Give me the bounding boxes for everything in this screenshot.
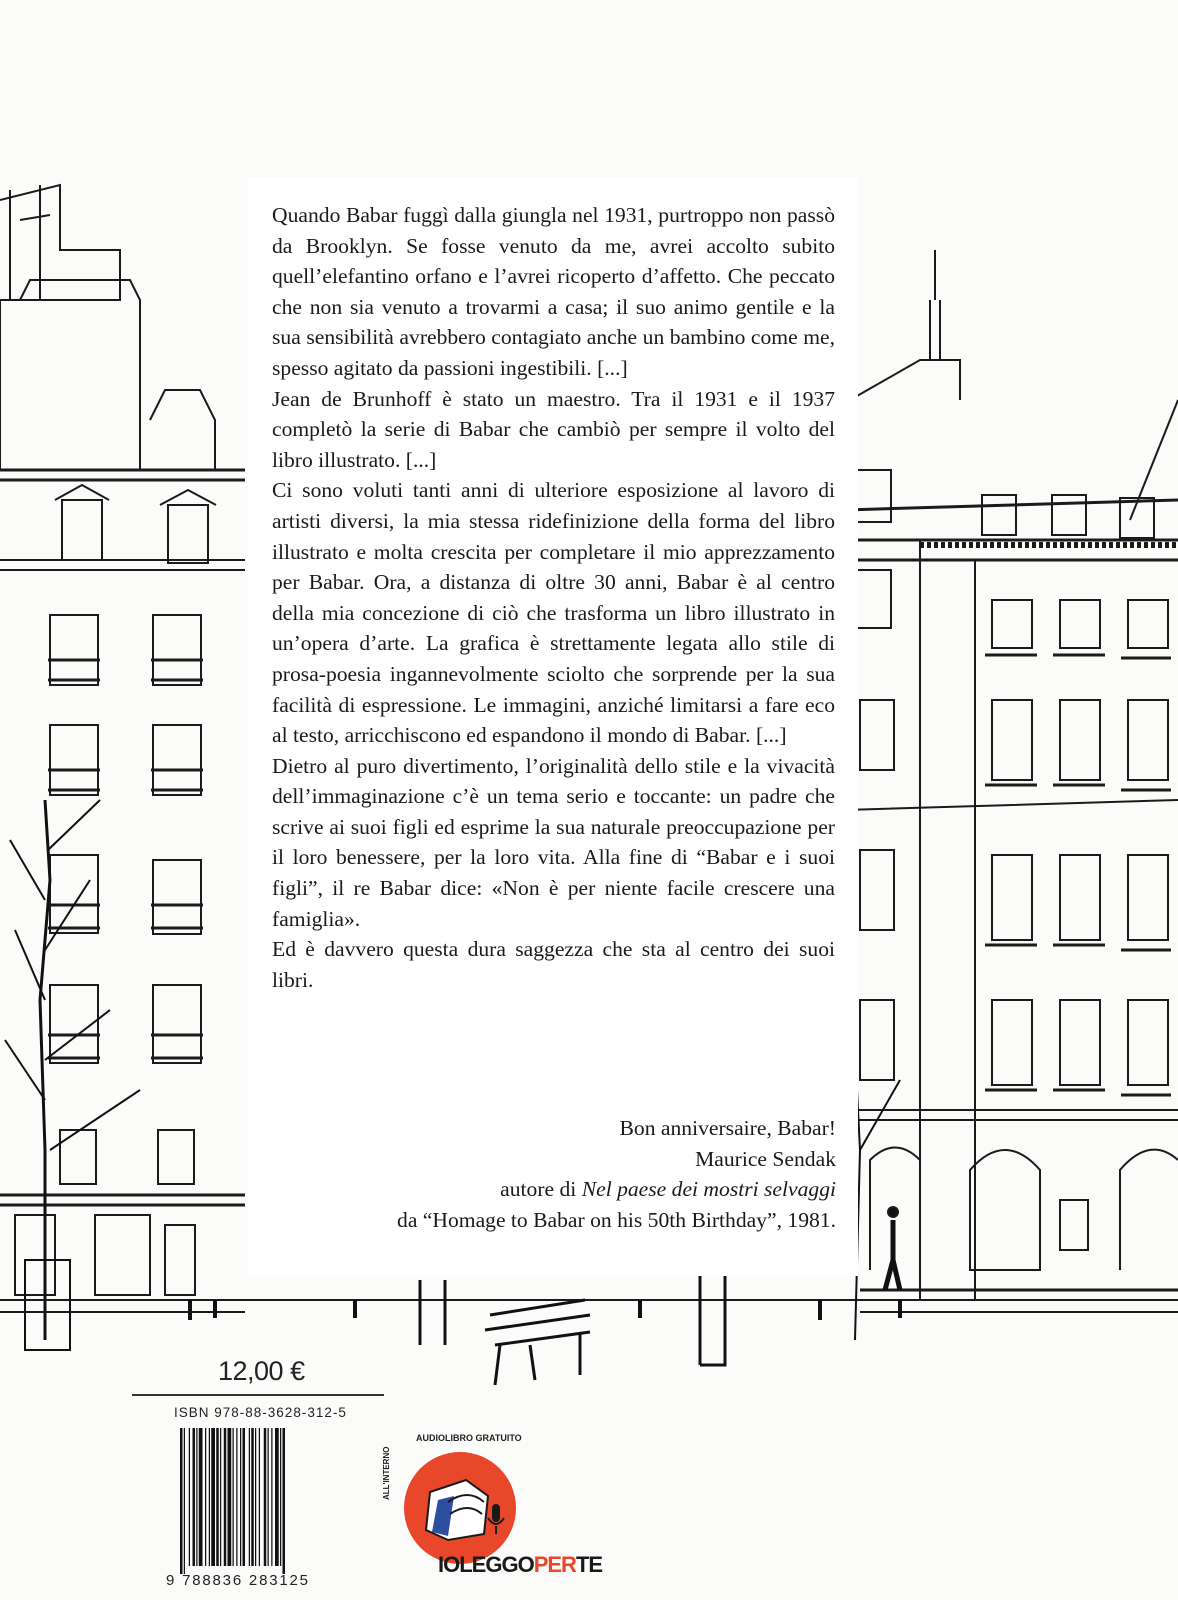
brand-io: IO [438, 1552, 460, 1577]
barcode-digits: 9 788836 283125 [166, 1572, 310, 1589]
barcode [178, 1428, 350, 1574]
brand-te: TE [575, 1552, 603, 1577]
paragraph-1: Quando Babar fuggì dalla giungla nel 1931, purtroppo non passò da Brooklyn. Se fosse venuto da me, avrei accolto subito quell’elefantino orfano e l’avrei ricoperto d’affetto. Che peccato che non sia venuto a trovarmi a casa; il suo animo gentile e la sua sensibilità avrebbero contagiato anche un bambino come me, spesso agitato da passioni ingestibili. [...] [272, 203, 835, 380]
signature-block [397, 1113, 836, 1235]
brand-leggo: LEGGO [459, 1552, 534, 1577]
signature-greeting: Bon anniversaire, Babar! [619, 1116, 836, 1140]
signature-role [397, 1174, 836, 1205]
paragraph-3: Ci sono voluti tanti anni di ulteriore esposizione al lavoro di artisti diversi, la mia stessa ridefinizione della forma del libro illustrato e molta crescita per completare il mio apprezzamento per Babar. Ora, a distanza di oltre 30 anni, Babar è al centro della mia concezione di ciò che trasforma un libro illustrato in un’opera d’arte. La grafica è strettamente legata allo stile di prosa-poesia ingannevolmente sciolto che sorprende per la sua facilità di espressione. Le immagini, anziché limitarsi a fare eco al testo, arricchiscono ed espandono il mondo di Babar. [...] [272, 478, 835, 748]
logo-audiobook-text: AUDIOLIBRO GRATUITO [416, 1433, 522, 1443]
quote-body [272, 200, 835, 995]
signature-role-prefix: autore di [500, 1177, 582, 1202]
quote-textbox [248, 178, 858, 1276]
logo-side-text: ALL'INTERNO [382, 1446, 391, 1500]
logo-brand-text [438, 1552, 602, 1578]
isbn-label: ISBN 978-88-3628-312-5 [174, 1405, 347, 1420]
paragraph-4: Dietro al puro divertimento, l’originalità dello stile e la vivacità dell’immaginazione c’è un tema serio e toccante: un padre che scrive ai suoi figli ed esprime la sua naturale preoccupazione per il loro benessere, per la loro vita. Alla fine di “Babar e i suoi figli”, il re Babar dice: «Non è per niente facile crescere una famiglia». [272, 753, 835, 931]
price-label: 12,00 € [218, 1356, 305, 1386]
brand-per: PER [533, 1552, 576, 1577]
signature-source: da “Homage to Babar on his 50th Birthday”, 1981. [397, 1207, 836, 1232]
signature-author: Maurice Sendak [695, 1146, 836, 1171]
paragraph-5: Ed è davvero questa dura saggezza che sta al centro dei suoi libri. [272, 937, 835, 992]
signature-book-title: Nel paese dei mostri selvaggi [581, 1177, 836, 1202]
price-divider [132, 1394, 384, 1396]
paragraph-2: Jean de Brunhoff è stato un maestro. Tra il 1931 e il 1937 completò la serie di Babar che cambiò per sempre il volto del libro illustrato. [...] [272, 386, 835, 472]
